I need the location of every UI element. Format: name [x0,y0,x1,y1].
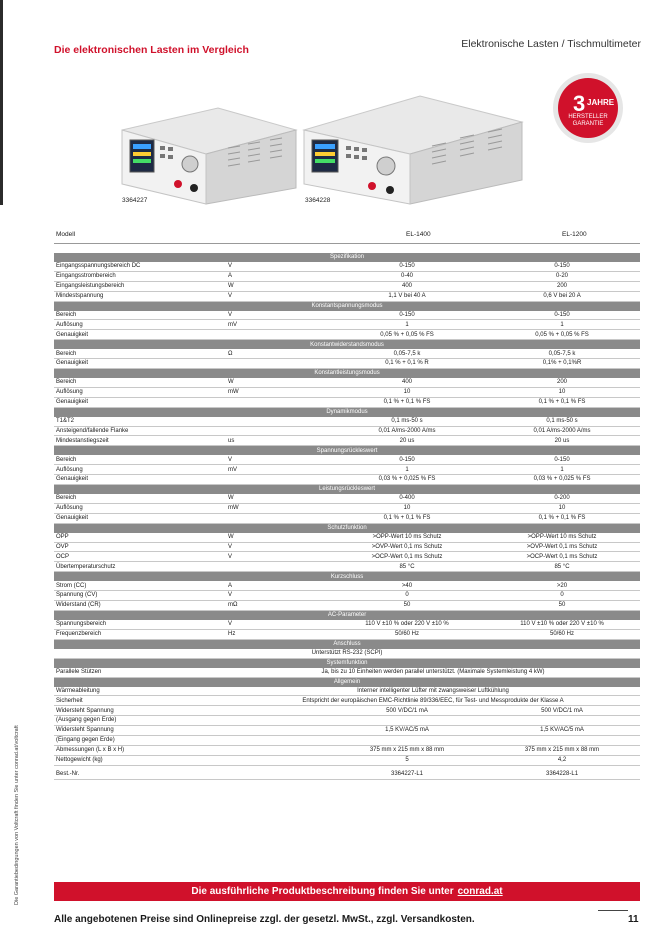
spec-value-el1200: 200 [484,281,640,291]
spec-value-el1200: >OPP-Wert 10 ms Schutz [484,533,640,542]
spec-name: Parallele Stützen [54,668,226,677]
spec-name: OCP [54,552,226,562]
spec-value-el1400: >40 [330,581,484,590]
section-header-row [54,610,640,620]
spec-name: Spannungsbereich [54,620,226,629]
spec-value-el1200: 375 mm x 215 mm x 88 mm [484,745,640,755]
section-header-row [54,369,640,379]
spec-row [54,716,640,726]
spec-value-el1200: 4,2 [484,755,640,765]
spec-name: Auflösung [54,465,226,475]
spec-name: Auflösung [54,320,226,330]
spec-row [54,503,640,513]
model-el1200: EL-1200 [562,231,587,238]
spec-value-el1200: 110 V ±10 % oder 220 V ±10 % [484,620,640,629]
spec-unit [226,745,330,755]
spec-row [54,311,640,320]
spec-name: Bereich [54,311,226,320]
spec-shared-value: Ja, bis zu 10 Einheiten werden parallel unterstützt. (Maximale Systemleistung 4 kW) [226,668,640,677]
spec-unit: A [226,581,330,590]
spec-value-el1400: 0,1 ms-50 s [330,417,484,426]
spec-name: Mindestanstiegszeit [54,436,226,446]
section-title: AC-Parameter [54,610,640,620]
spec-value-el1400: 500 V/DC/1 mA [330,706,484,716]
spec-name: Bereich [54,455,226,464]
spec-value-el1400: 0,01 A/ms-2000 A/ms [330,426,484,436]
spec-name: Widerstand (CR) [54,601,226,611]
spec-name: (Eingang gegen Erde) [54,735,226,745]
spec-value-el1400: 375 mm x 215 mm x 88 mm [330,745,484,755]
section-header-row [54,407,640,417]
spec-name: Eingangsspannungsbereich DC [54,262,226,271]
spec-unit: V [226,262,330,271]
spec-value-el1400 [330,735,484,745]
spec-value-el1400: 400 [330,378,484,387]
spec-row [54,436,640,446]
spec-name: OVP [54,542,226,552]
spec-row [54,755,640,765]
section-header-row [54,658,640,668]
spec-unit: mV [226,320,330,330]
spec-row [54,330,640,340]
spec-value-el1200: 10 [484,503,640,513]
spec-name: Eingangsleistungsbereich [54,281,226,291]
spec-shared-value: Entspricht der europäischen EMC-Richtlinie 89/336/EEC, für Test- und Messprodukte der Klasse A [226,696,640,706]
spec-value-el1200: 20 us [484,436,640,446]
spec-name: Mindestspannung [54,291,226,301]
spec-value-el1400: 0,05-7,5 k [330,349,484,358]
spec-value-el1400: 10 [330,387,484,397]
spec-row [54,387,640,397]
section-title: Schutzfunktion [54,523,640,533]
spec-name: Übertemperaturschutz [54,562,226,572]
spec-value-el1400: 0-400 [330,494,484,503]
spec-value-el1200: 0,03 % + 0,025 % FS [484,475,640,485]
spec-row [54,378,640,387]
badge-disc [558,78,618,138]
spec-value-el1400: 20 us [330,436,484,446]
spec-value-el1200: 1,5 KV/AC/5 mA [484,726,640,736]
section-title: Spezifikation [54,253,640,262]
spec-row [54,649,640,658]
spec-value-el1400 [330,716,484,726]
spec-unit: V [226,591,330,601]
spec-value-el1200: 1 [484,320,640,330]
spec-name: Auflösung [54,503,226,513]
spec-unit: us [226,436,330,446]
spec-value-el1200: 0-200 [484,494,640,503]
spec-value-el1400: >OCP-Wert 0,1 ms Schutz [330,552,484,562]
badge-line1: JAHRE [587,98,615,107]
spec-row [54,349,640,358]
spec-row [54,542,640,552]
spec-name: Bereich [54,378,226,387]
spec-value-el1400: 0-150 [330,311,484,320]
section-header-row [54,572,640,582]
spec-value-el1400: 0,1 % + 0,1 % FS [330,513,484,523]
badge-number: 3 [573,91,586,116]
badge-line3: GARANTIE [572,121,604,127]
section-header-row [54,253,640,262]
spec-unit: V [226,291,330,301]
spec-unit: Ω [226,349,330,358]
page-title: Die elektronischen Lasten im Vergleich [54,44,249,56]
spec-value-el1400: 1 [330,465,484,475]
spec-value-el1200: 3364228-L1 [484,770,640,779]
spec-row [54,620,640,629]
spec-value-el1200: 0,1% + 0,1%R [484,359,640,369]
conrad-link[interactable]: conrad.at [457,886,503,897]
spec-unit [226,770,330,779]
spec-name: Genauigkeit [54,475,226,485]
spec-value-el1200: 0,1 % + 0,1 % FS [484,513,640,523]
spec-unit: W [226,281,330,291]
spec-value-el1200: 85 °C [484,562,640,572]
spec-name: Abmessungen (L x B x H) [54,745,226,755]
spec-name: Wärmeableitung [54,687,226,696]
section-header-row [54,485,640,495]
spec-value-el1400: 1,1 V bei 40 A [330,291,484,301]
spec-value-el1200: 0,6 V bei 20 A [484,291,640,301]
footer-rule [598,910,628,911]
spec-value-el1400: 0,1 % + 0,1 % R [330,359,484,369]
spec-row [54,271,640,281]
section-title: Allgemein [54,677,640,687]
spec-unit: mΩ [226,601,330,611]
spec-name: Widersteht Spannung [54,726,226,736]
spec-unit: V [226,620,330,629]
spec-value-el1400: 85 °C [330,562,484,572]
image-label-2: 3364228 [305,197,331,204]
spec-unit: W [226,378,330,387]
spec-name: Genauigkeit [54,397,226,407]
spec-value-el1400: 0,1 % + 0,1 % FS [330,397,484,407]
spec-row [54,687,640,696]
spec-row [54,726,640,736]
product-image-el1400 [118,88,300,206]
spec-unit: mW [226,387,330,397]
spec-name: OPP [54,533,226,542]
section-header-row [54,446,640,456]
spec-row [54,696,640,706]
spec-name: Frequenzbereich [54,629,226,639]
spec-value-el1200: 0-150 [484,455,640,464]
section-title: Konstantspannungsmodus [54,301,640,311]
spec-unit [226,706,330,716]
spec-unit: V [226,455,330,464]
price-footnote: Alle angebotenen Preise sind Onlinepreise zzgl. der gesetzl. MwSt., zzgl. Versandkosten. [54,914,475,925]
spec-value-el1400: 0,05 % + 0,05 % FS [330,330,484,340]
spec-value-el1200: 1 [484,465,640,475]
spec-value-el1400: >OPP-Wert 10 ms Schutz [330,533,484,542]
spec-row [54,494,640,503]
spec-row [54,397,640,407]
spec-value-el1200 [484,716,640,726]
spec-unit [226,475,330,485]
image-label-1: 3364227 [122,197,148,204]
badge-line2: HERSTELLER [568,114,608,120]
spec-table-body [54,253,640,779]
spec-value-el1200: 200 [484,378,640,387]
warranty-sidebar-text: Die Garantiebedingungen von Voltcraft finden Sie unter conrad.at/voltcraft [14,725,20,905]
spec-name: Widersteht Spannung [54,706,226,716]
spec-unit: mW [226,503,330,513]
spec-value-el1400: 110 V ±10 % oder 220 V ±10 % [330,620,484,629]
spec-row [54,668,640,677]
spec-value-el1400: 3364227-L1 [330,770,484,779]
spec-value-el1400: 50 [330,601,484,611]
spec-row [54,426,640,436]
section-title: Kurzschluss [54,572,640,582]
spec-value-el1400: 5 [330,755,484,765]
spec-table [54,253,640,780]
spec-name: Eingangsstrombereich [54,271,226,281]
spec-name: Genauigkeit [54,513,226,523]
spec-unit [226,726,330,736]
spec-unit [226,426,330,436]
section-header-row [54,677,640,687]
spec-row [54,513,640,523]
product-image-el1200 [300,88,525,206]
spec-value-el1200: >OVP-Wert 0,1 ms Schutz [484,542,640,552]
spec-value-el1200: 0,1 % + 0,1 % FS [484,397,640,407]
spec-row [54,629,640,639]
spec-value-el1400: 0-40 [330,271,484,281]
spec-name: Spannung (CV) [54,591,226,601]
spec-name: Auflösung [54,387,226,397]
spec-row [54,475,640,485]
section-title: Dynamikmodus [54,407,640,417]
spec-row [54,562,640,572]
spec-value-el1200: 0-20 [484,271,640,281]
spec-value-el1200: 0,01 A/ms-2000 A/ms [484,426,640,436]
spec-value-el1400: 1,5 KV/AC/5 mA [330,726,484,736]
spec-value-el1200: >OCP-Wert 0,1 ms Schutz [484,552,640,562]
section-header-row [54,523,640,533]
spec-value-el1200: 10 [484,387,640,397]
section-header-row [54,639,640,649]
spec-name: T1&T2 [54,417,226,426]
spec-row [54,291,640,301]
spec-unit [226,397,330,407]
section-title: Spannungsrückleswert [54,446,640,456]
spec-row [54,706,640,716]
spec-value-el1400: 0 [330,591,484,601]
spec-row [54,770,640,779]
spec-value-el1200: 0-150 [484,311,640,320]
page-number: 11 [628,914,639,925]
spec-unit: W [226,494,330,503]
left-edge-bar [0,0,3,205]
spec-unit [226,735,330,745]
spec-unit [226,716,330,726]
section-title: Konstantleistungsmodus [54,369,640,379]
spec-row [54,581,640,590]
spec-row [54,735,640,745]
spec-value-el1200 [484,735,640,745]
spec-unit: V [226,542,330,552]
spec-value-el1400: 50/60 Hz [330,629,484,639]
spec-name: Nettogewicht (kg) [54,755,226,765]
spec-value-el1200: 0,1 ms-50 s [484,417,640,426]
spec-value-el1200: 0 [484,591,640,601]
spec-unit: V [226,552,330,562]
spec-row [54,455,640,464]
spec-unit [226,417,330,426]
spec-row [54,262,640,271]
model-divider [54,243,640,244]
spec-unit: W [226,533,330,542]
spec-unit [226,359,330,369]
spec-row [54,533,640,542]
spec-unit [226,330,330,340]
section-title: Systemfunktion [54,658,640,668]
spec-value-el1400: 0,03 % + 0,025 % FS [330,475,484,485]
spec-value-el1400: 1 [330,320,484,330]
spec-value-el1200: 50 [484,601,640,611]
spec-row [54,601,640,611]
section-header-row [54,340,640,350]
spec-value-el1200: 0-150 [484,262,640,271]
warranty-badge [548,72,628,144]
spec-value-el1200: 0,05-7,5 k [484,349,640,358]
spec-name: Genauigkeit [54,330,226,340]
spec-shared-value: Interner intelligenter Lüfter mit zwangsweiser Luftkühlung [226,687,640,696]
spec-unit: Hz [226,629,330,639]
spec-value-el1400: >OVP-Wert 0,1 ms Schutz [330,542,484,552]
spec-name: Genauigkeit [54,359,226,369]
spec-name: Best.-Nr. [54,770,226,779]
spec-name: Strom (CC) [54,581,226,590]
spec-row [54,591,640,601]
spec-unit [226,755,330,765]
spec-row [54,359,640,369]
section-title: Leistungsrückleswert [54,485,640,495]
category-heading: Elektronische Lasten / Tischmultimeter [461,38,641,50]
banner-text: Die ausführliche Produktbeschreibung finden Sie unter [191,886,454,897]
spec-name: (Ausgang gegen Erde) [54,716,226,726]
spec-row [54,320,640,330]
spec-value-el1400: 0-150 [330,262,484,271]
model-label: Modell [56,231,76,238]
spec-value-el1400: 400 [330,281,484,291]
spec-value-el1200: 500 V/DC/1 mA [484,706,640,716]
spec-row [54,417,640,426]
spec-name: Bereich [54,349,226,358]
spec-unit [226,562,330,572]
spec-name: Sicherheit [54,696,226,706]
spec-name: Bereich [54,494,226,503]
spec-unit: V [226,311,330,320]
section-title: Anschluss [54,639,640,649]
section-title: Konstantwiderstandsmodus [54,340,640,350]
spec-unit: mV [226,465,330,475]
spec-row [54,745,640,755]
spec-row [54,281,640,291]
section-header-row [54,301,640,311]
model-el1400: EL-1400 [406,231,431,238]
spec-value-el1200: 0,05 % + 0,05 % FS [484,330,640,340]
spec-unit [226,513,330,523]
spec-name: Ansteigend/fallende Flanke [54,426,226,436]
spec-value-el1400: 10 [330,503,484,513]
spec-shared-value: Unterstützt RS-232 (SCPI) [54,649,640,658]
info-banner [54,882,640,901]
spec-row [54,552,640,562]
spec-value-el1400: 0-150 [330,455,484,464]
spec-value-el1200: >20 [484,581,640,590]
spec-unit: A [226,271,330,281]
spec-value-el1200: 50/60 Hz [484,629,640,639]
spec-row [54,465,640,475]
